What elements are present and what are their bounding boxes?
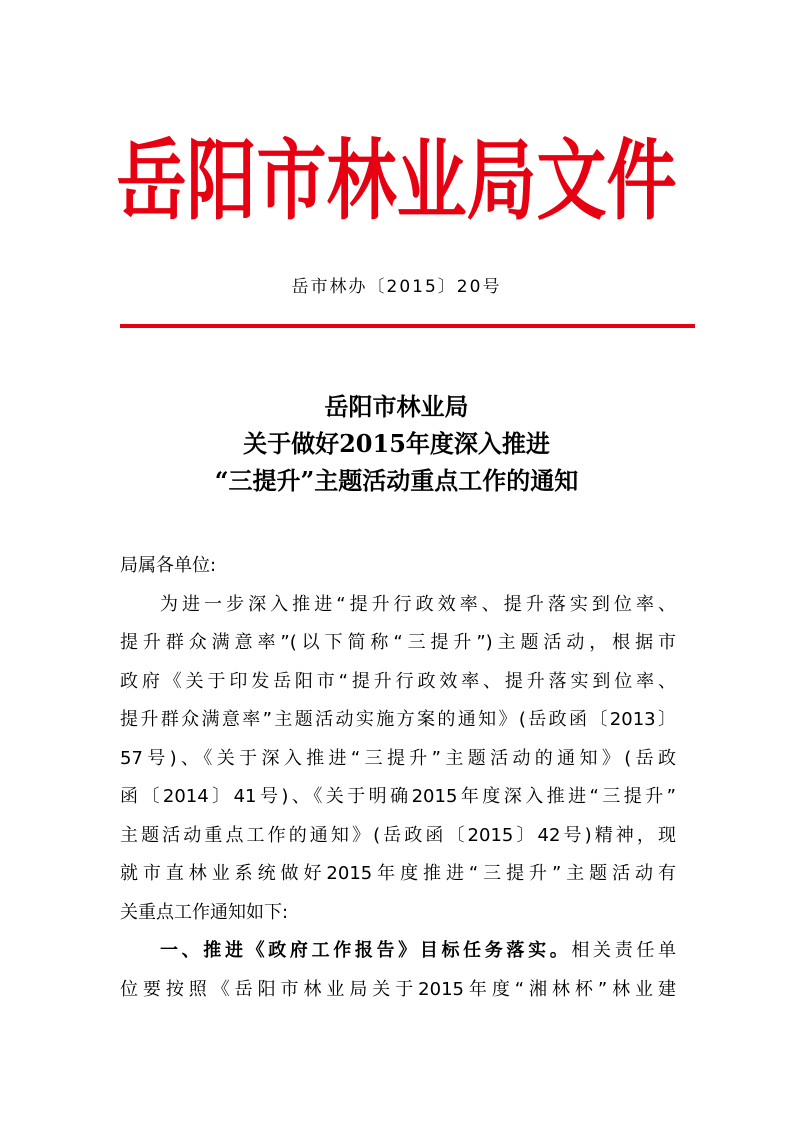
document-number: 岳市林办〔2015〕20号 [291, 277, 502, 297]
salutation: 局属各单位: [120, 555, 217, 576]
title-line-3: “三提升”主题活动重点工作的通知 [214, 466, 579, 495]
para1-line: 关重点工作通知如下: [120, 901, 289, 923]
para1-line: 57号)、《关于深入推进“三提升”主题活动的通知》(岳政 [120, 747, 676, 769]
notice-title [0, 388, 793, 499]
para1-line: 函〔2014〕41号)、《关于明确2015年度深入推进“三提升” [120, 786, 676, 807]
notice-body [120, 547, 676, 1009]
section1-rest: 相关责任单 [571, 940, 676, 961]
para1-line: 为进一步深入推进“提升行政效率、提升落实到位率、 [160, 593, 676, 615]
red-divider-line [120, 324, 695, 328]
para1-line: 主题活动重点工作的通知》(岳政函〔2015〕42号)精神，现 [120, 824, 676, 846]
para1-line: 提升群众满意率”(以下简称“三提升”)主题活动，根据市 [120, 632, 676, 653]
title-line-2: 关于做好2015年度深入推进 [243, 429, 550, 458]
para1-line: 提升群众满意率”主题活动实施方案的通知》(岳政函〔2013〕 [120, 709, 676, 730]
section1-line [120, 932, 676, 971]
para1-line: 就市直林业系统做好2015年度推进“三提升”主题活动有 [120, 863, 676, 884]
document-masthead: 岳阳市林业局文件 [116, 128, 677, 232]
title-line-1: 岳阳市林业局 [324, 392, 469, 421]
section1-line-2: 位要按照《岳阳市林业局关于2015年度“湘林杯”林业建 [120, 978, 676, 1000]
para1-line: 政府《关于印发岳阳市“提升行政效率、提升落实到位率、 [120, 670, 676, 692]
section1-heading: 一、推进《政府工作报告》目标任务落实。 [160, 940, 572, 961]
